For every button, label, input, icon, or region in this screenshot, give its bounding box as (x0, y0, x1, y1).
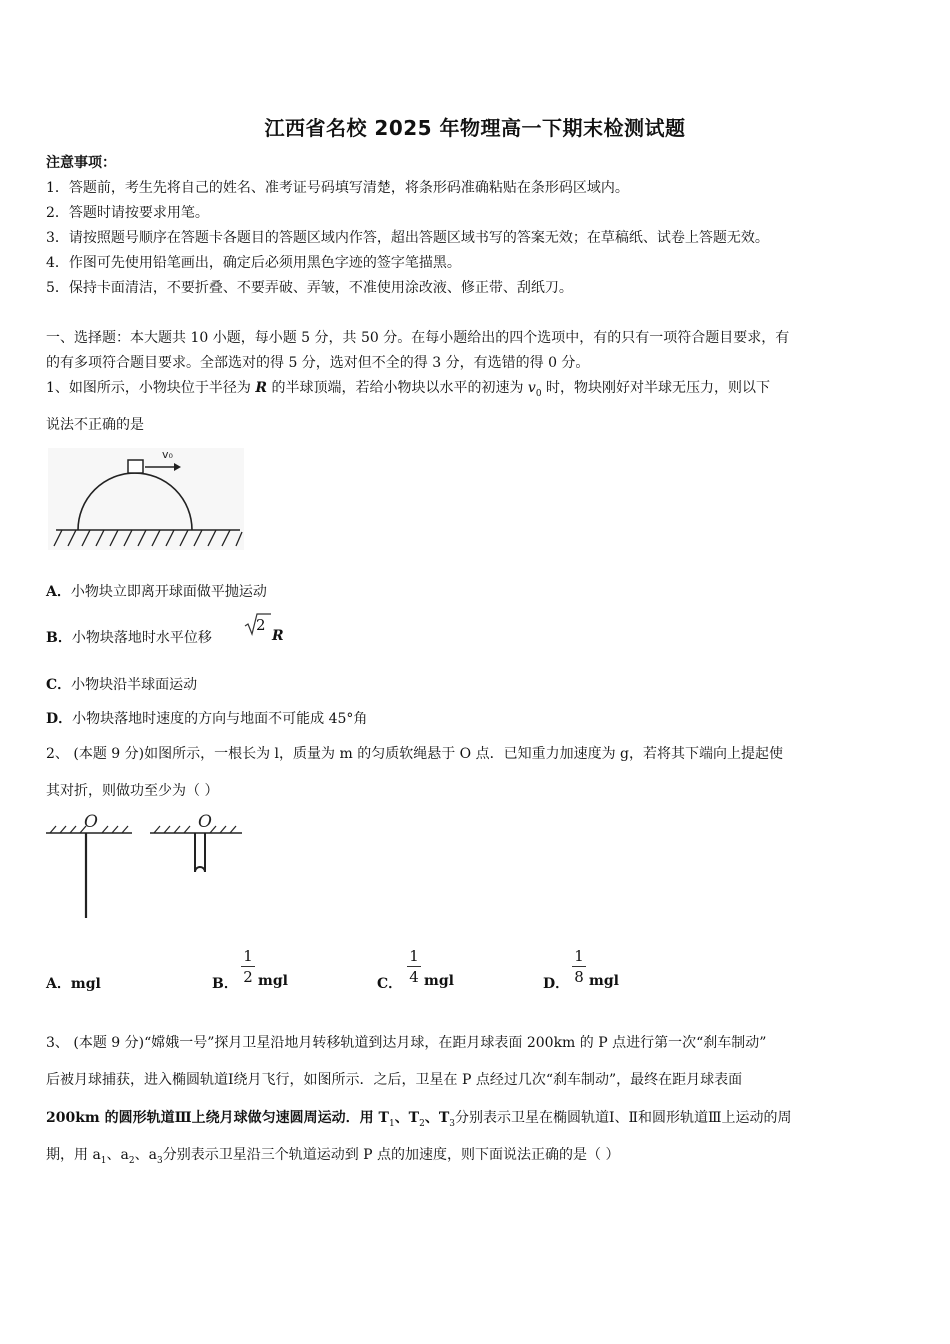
option-letter: A． (46, 976, 71, 992)
q1-velocity-symbol: v (527, 380, 536, 396)
q1-option-a (46, 581, 267, 601)
q2-option-a (46, 973, 101, 993)
q3-text: 200km 的圆形轨道Ⅲ上绕月球做匀速圆周运动．用 T (46, 1110, 389, 1126)
question-1-stem-line2: 说法不正确的是 (46, 417, 144, 433)
q2-option-d-letter: D． (543, 976, 570, 992)
option-unit: mgl (70, 976, 101, 992)
q2-option-b-fraction (241, 947, 255, 986)
question-3-stem-line3 (46, 1107, 792, 1129)
notes-item: 4．作图可先使用铅笔画出，确定后必须用黑色字迹的签字笔描黑。 (46, 255, 461, 271)
option-text: 小物块立即离开球面做平抛运动 (70, 584, 267, 600)
option-text: 小物块落地时速度的方向与地面不可能成 45°角 (72, 711, 368, 727)
fraction-denominator: 2 (243, 968, 253, 986)
option-text: 小物块沿半球面运动 (71, 677, 198, 693)
notes-item: 3．请按照题号顺序在答题卡各题目的答题区域内作答，超出答题区域书写的答案无效；在草稿纸、试卷上答题无效。 (46, 230, 769, 246)
subscript: 1 (388, 1118, 395, 1129)
fraction-denominator: 8 (574, 968, 584, 986)
q1-text-b: 的半球顶端，若给小物块以水平的初速为 (267, 380, 528, 396)
sqrt-radicand: 2 (256, 616, 266, 634)
subscript: 2 (419, 1118, 425, 1129)
q1-radius-symbol: R (255, 380, 267, 396)
point-o-label: O (84, 812, 98, 832)
folded-rope (195, 833, 205, 872)
question-1-stem (46, 377, 770, 399)
q1-option-d (46, 708, 367, 728)
option-letter: D． (46, 711, 73, 727)
q1-text-a: 1、如图所示，小物块位于半径为 (46, 380, 256, 396)
fraction-numerator: 1 (409, 947, 419, 965)
question-2-stem: 2、 (本题 9 分)如图所示，一根长为 l，质量为 m 的匀质软绳悬于 O 点．已知重力加速度为 g，若将其下端向上提起使 (46, 746, 783, 762)
point-o-label: O (198, 812, 212, 832)
notes-item: 5．保持卡面清洁，不要折叠、不要弄破、弄皱，不准使用涂改液、修正带、刮纸刀。 (46, 280, 573, 296)
q2-option-d-fraction (572, 947, 586, 986)
rope-figure-folded (148, 810, 244, 886)
q3-text: 期，用 a (46, 1147, 101, 1163)
section-intro-line: 一、选择题：本大题共 10 小题，每小题 5 分，共 50 分。在每小题给出的四个选项中，有的只有一项符合题目要求，有 (46, 330, 790, 346)
rope-figure-hanging (44, 810, 136, 922)
question-3-stem-line4 (46, 1144, 620, 1166)
question-3-stem: 3、 (本题 9 分)“嫦娥一号”探月卫星沿地月转移轨道到达月球，在距月球表面 200km 的 P 点进行第一次“刹车制动” (46, 1035, 767, 1051)
q2-option-c-unit: mgl (424, 973, 454, 989)
notes-item: 1．答题前，考生先将自己的姓名、准考证号码填写清楚，将条形码准确粘贴在条形码区域内。 (46, 180, 629, 196)
fraction-numerator: 1 (574, 947, 584, 965)
q2-option-b-letter: B． (212, 976, 238, 992)
question-2-stem-line2: 其对折，则做功至少为（ ） (46, 783, 219, 799)
q3-text: 分别表示卫星在椭圆轨道Ⅰ、Ⅱ和圆形轨道Ⅲ上运动的周 (455, 1110, 792, 1126)
q1-text-c: 时，物块刚好对半球无压力，则以下 (541, 380, 771, 396)
q2-option-c-letter: C． (377, 976, 403, 992)
q2-option-c-fraction (407, 947, 421, 986)
subscript: 3 (449, 1118, 455, 1129)
figure-background (48, 448, 244, 550)
q3-text: 分别表示卫星沿三个轨道运动到 P 点的加速度，则下面说法正确的是（ ） (162, 1147, 620, 1163)
fraction-denominator: 4 (409, 968, 419, 986)
option-letter: B． (46, 630, 72, 646)
option-letter: A． (46, 584, 71, 600)
q2-option-d-unit: mgl (589, 973, 619, 989)
small-block (128, 460, 143, 473)
q1-option-b (46, 627, 212, 647)
q3-text: 、T (424, 1110, 450, 1126)
option-text: 小物块落地时水平位移 (71, 630, 212, 646)
q3-text: 、a (134, 1147, 157, 1163)
option-letter: C． (46, 677, 72, 693)
fraction-numerator: 1 (243, 947, 253, 965)
subscript: 2 (128, 1155, 135, 1166)
notes-item: 2．答题时请按要求用笔。 (46, 205, 209, 221)
q1-velocity-subscript: 0 (535, 388, 542, 399)
hemisphere-figure (48, 448, 244, 550)
option-b-radius: R (272, 628, 284, 644)
q1-option-c (46, 674, 197, 694)
q2-option-b-unit: mgl (258, 973, 288, 989)
q3-text: 、T (394, 1110, 420, 1126)
section-intro-line: 的有多项符合题目要求。全部选对的得 5 分，选对但不全的得 3 分，有选错的得 0 分。 (46, 355, 590, 371)
question-3-stem-line2: 后被月球捕获，进入椭圆轨道Ⅰ绕月飞行，如图所示．之后，卫星在 P 点经过几次“刹车制动”，最终在距月球表面 (46, 1072, 743, 1088)
page-title: 江西省名校 2025 年物理高一下期末检测试题 (264, 116, 686, 140)
subscript: 3 (156, 1155, 163, 1166)
q3-text: 、a (106, 1147, 129, 1163)
velocity-label: v₀ (162, 448, 173, 461)
subscript: 1 (100, 1155, 107, 1166)
notes-heading: 注意事项： (46, 155, 116, 171)
